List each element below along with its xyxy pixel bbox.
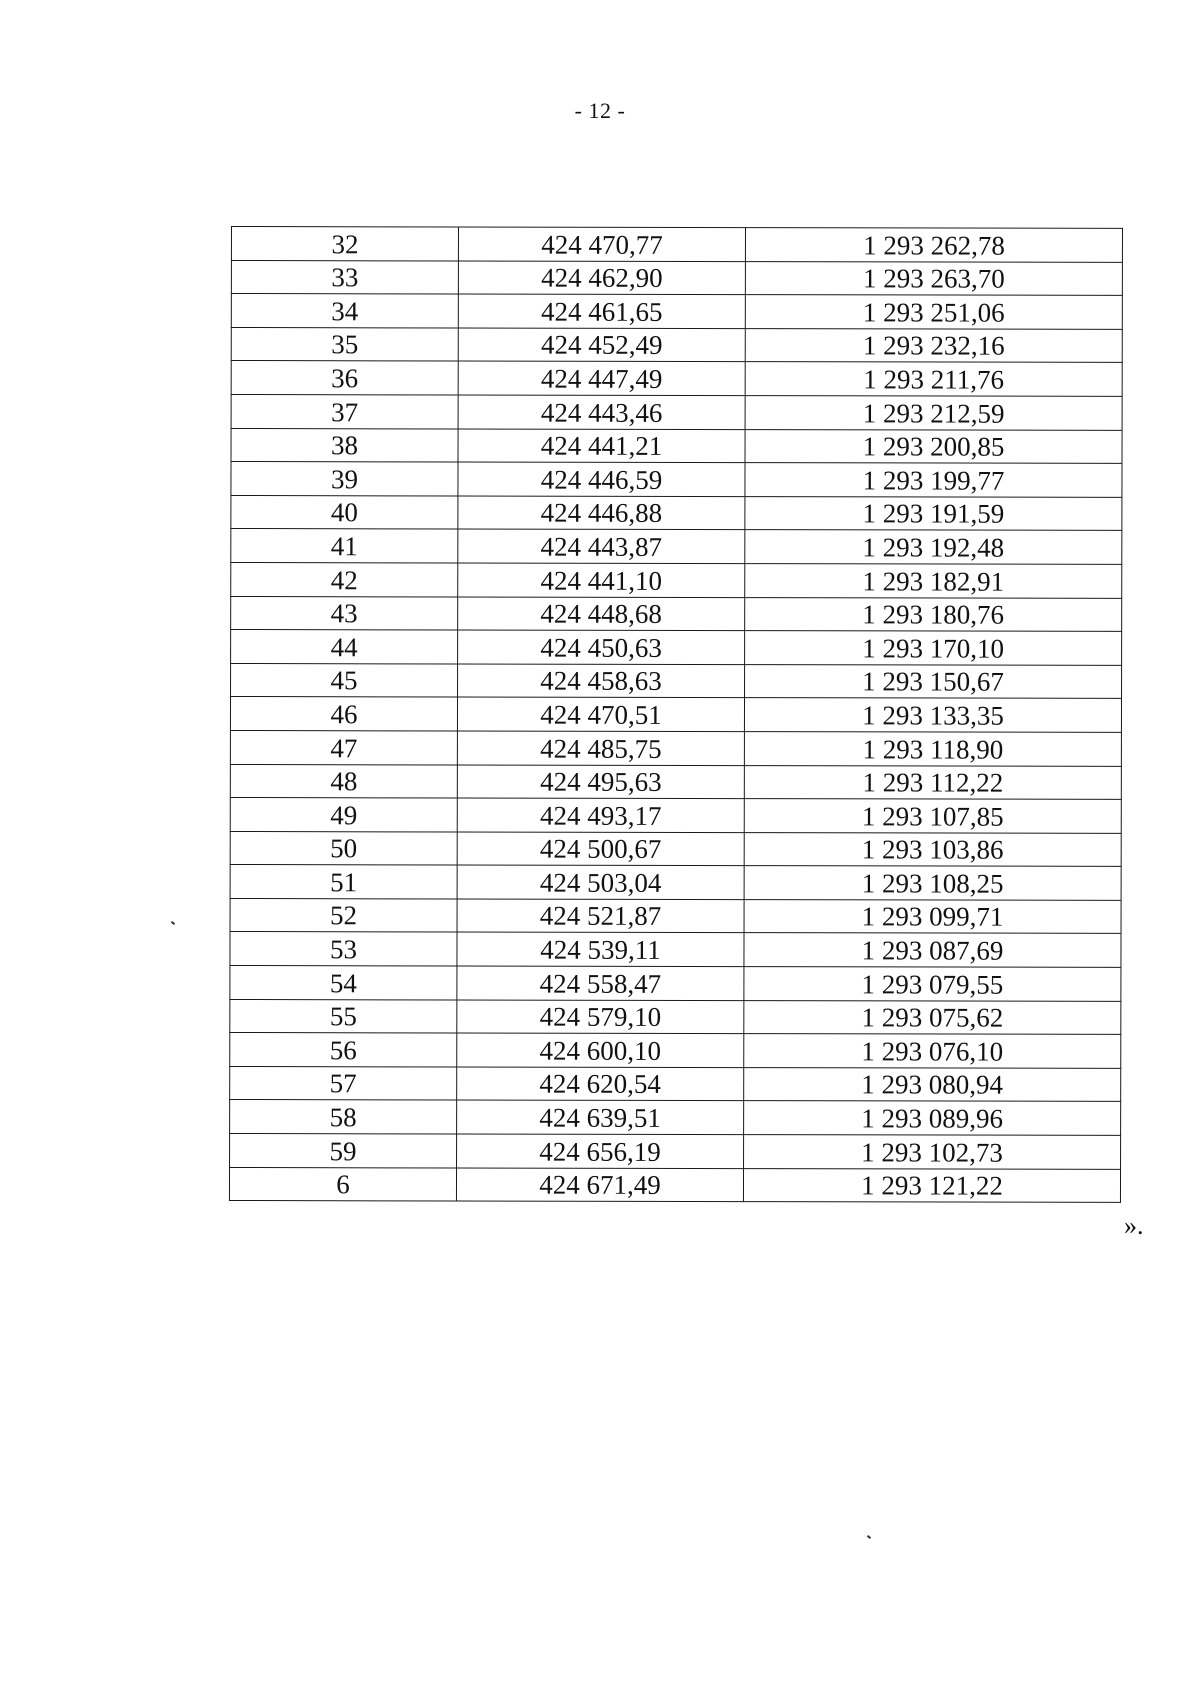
scan-speck [867,1535,871,1539]
table-row [231,361,1122,396]
table-row [230,898,1121,933]
y-coordinate-cell: 1 293 112,22 [744,765,1121,799]
point-number-cell: 33 [231,260,458,294]
point-number-cell: 46 [230,697,457,731]
table-row [230,764,1121,799]
table-row [231,260,1122,295]
y-coordinate-cell: 1 293 170,10 [745,631,1122,665]
y-coordinate-cell: 1 293 211,76 [745,362,1122,396]
table-row [231,562,1122,597]
table-row [231,294,1122,329]
table-row [231,428,1122,463]
point-number-cell: 56 [230,1033,457,1067]
point-number-cell: 32 [231,227,458,261]
y-coordinate-cell: 1 293 080,94 [744,1067,1121,1101]
y-coordinate-cell: 1 293 262,78 [745,228,1122,262]
point-number-cell: 44 [231,630,458,664]
y-coordinate-cell: 1 293 121,22 [743,1168,1120,1202]
x-coordinate-cell: 424 503,04 [457,865,744,899]
x-coordinate-cell: 424 495,63 [457,764,744,798]
x-coordinate-cell: 424 458,63 [458,664,745,698]
point-number-cell: 51 [230,865,457,899]
y-coordinate-cell: 1 293 251,06 [745,295,1122,329]
point-number-cell: 58 [230,1100,457,1134]
y-coordinate-cell: 1 293 192,48 [745,530,1122,564]
y-coordinate-cell: 1 293 118,90 [744,731,1121,765]
y-coordinate-cell: 1 293 212,59 [745,396,1122,430]
table-row [230,865,1121,900]
table-row [230,697,1121,732]
x-coordinate-cell: 424 443,46 [458,395,745,429]
point-number-cell: 34 [231,294,458,328]
x-coordinate-cell: 424 441,10 [458,563,745,597]
point-number-cell: 47 [230,730,457,764]
x-coordinate-cell: 424 485,75 [457,731,744,765]
x-coordinate-cell: 424 656,19 [457,1134,744,1168]
scan-speck [171,921,175,925]
table-row [231,596,1122,631]
y-coordinate-cell: 1 293 180,76 [745,597,1122,631]
y-coordinate-cell: 1 293 102,73 [744,1135,1121,1169]
point-number-cell: 41 [231,529,458,563]
table-row [230,966,1121,1001]
table-row [230,932,1121,967]
x-coordinate-cell: 424 447,49 [458,361,745,395]
x-coordinate-cell: 424 441,21 [458,429,745,463]
x-coordinate-cell: 424 500,67 [457,832,744,866]
y-coordinate-cell: 1 293 087,69 [744,933,1121,967]
y-coordinate-cell: 1 293 103,86 [744,832,1121,866]
point-number-cell: 6 [229,1167,456,1201]
coordinates-table [229,226,1123,1203]
y-coordinate-cell: 1 293 108,25 [744,866,1121,900]
table-row [230,1066,1121,1101]
y-coordinate-cell: 1 293 232,16 [745,328,1122,362]
y-coordinate-cell: 1 293 191,59 [745,496,1122,530]
y-coordinate-cell: 1 293 076,10 [744,1034,1121,1068]
closing-quote-mark: ». [1124,1211,1144,1240]
point-number-cell: 38 [231,428,458,462]
x-coordinate-cell: 424 671,49 [456,1168,743,1202]
x-coordinate-cell: 424 452,49 [458,328,745,362]
point-number-cell: 55 [230,999,457,1033]
point-number-cell: 53 [230,932,457,966]
point-number-cell: 52 [230,898,457,932]
x-coordinate-cell: 424 579,10 [457,1000,744,1034]
y-coordinate-cell: 1 293 199,77 [745,463,1122,497]
table-row [231,394,1122,429]
x-coordinate-cell: 424 446,88 [458,496,745,530]
point-number-cell: 54 [230,966,457,1000]
table-row [230,1033,1121,1068]
x-coordinate-cell: 424 470,51 [457,697,744,731]
x-coordinate-cell: 424 620,54 [457,1067,744,1101]
table-row [231,327,1122,362]
x-coordinate-cell: 424 558,47 [457,966,744,1000]
point-number-cell: 35 [231,327,458,361]
x-coordinate-cell: 424 443,87 [458,529,745,563]
x-coordinate-cell: 424 639,51 [457,1100,744,1134]
point-number-cell: 49 [230,798,457,832]
y-coordinate-cell: 1 293 133,35 [744,698,1121,732]
y-coordinate-cell: 1 293 107,85 [744,799,1121,833]
table-row [231,495,1122,530]
table-row [230,798,1121,833]
table-row [230,1134,1121,1169]
point-number-cell: 50 [230,831,457,865]
table-row [231,663,1122,698]
point-number-cell: 42 [231,562,458,596]
table-row [230,999,1121,1034]
point-number-cell: 36 [231,361,458,395]
table-row [229,1167,1120,1202]
y-coordinate-cell: 1 293 079,55 [744,967,1121,1001]
x-coordinate-cell: 424 470,77 [458,227,745,261]
table-row [231,630,1122,665]
table-row [231,227,1122,262]
point-number-cell: 43 [231,596,458,630]
table-row [230,730,1121,765]
y-coordinate-cell: 1 293 150,67 [745,664,1122,698]
point-number-cell: 40 [231,495,458,529]
point-number-cell: 48 [230,764,457,798]
x-coordinate-cell: 424 461,65 [458,294,745,328]
x-coordinate-cell: 424 493,17 [457,798,744,832]
x-coordinate-cell: 424 600,10 [457,1033,744,1067]
table-row [230,1100,1121,1135]
y-coordinate-cell: 1 293 075,62 [744,1000,1121,1034]
x-coordinate-cell: 424 539,11 [457,932,744,966]
y-coordinate-cell: 1 293 089,96 [744,1101,1121,1135]
table-row [231,462,1122,497]
y-coordinate-cell: 1 293 099,71 [744,899,1121,933]
point-number-cell: 57 [230,1066,457,1100]
x-coordinate-cell: 424 462,90 [458,261,745,295]
x-coordinate-cell: 424 450,63 [458,630,745,664]
x-coordinate-cell: 424 446,59 [458,462,745,496]
y-coordinate-cell: 1 293 263,70 [745,261,1122,295]
x-coordinate-cell: 424 448,68 [458,597,745,631]
point-number-cell: 59 [230,1134,457,1168]
table-row [231,529,1122,564]
y-coordinate-cell: 1 293 200,85 [745,429,1122,463]
x-coordinate-cell: 424 521,87 [457,899,744,933]
coordinates-table-body [229,227,1122,1203]
y-coordinate-cell: 1 293 182,91 [745,564,1122,598]
point-number-cell: 45 [231,663,458,697]
table-row [230,831,1121,866]
point-number-cell: 39 [231,462,458,496]
page-number: - 12 - [574,98,626,123]
point-number-cell: 37 [231,394,458,428]
